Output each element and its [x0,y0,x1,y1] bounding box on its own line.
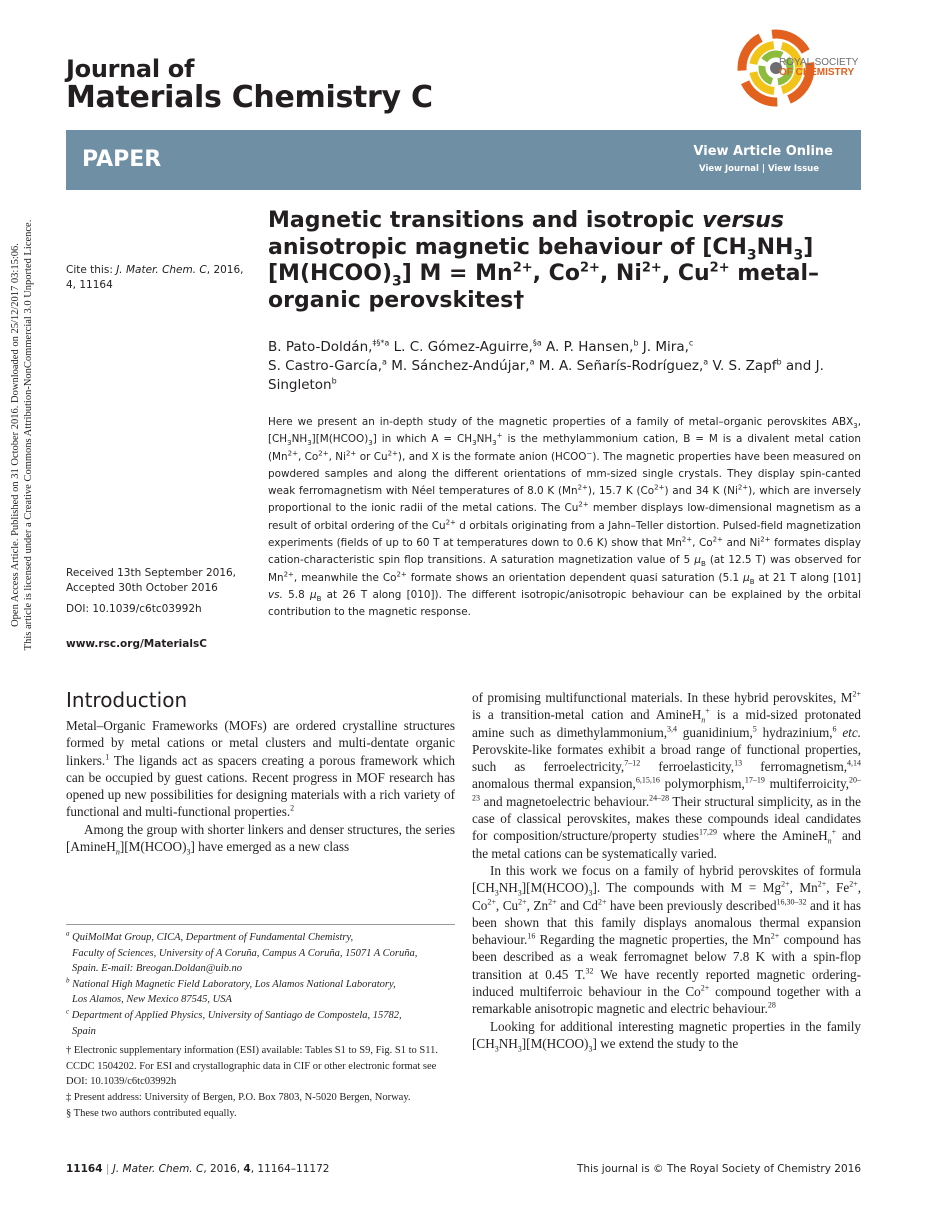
title-italic: versus [702,208,785,233]
citation-ref[interactable]: 32 [585,966,594,976]
body-text: hydrazinium, [756,724,833,740]
title-superscript: 2+ [512,260,533,276]
footer-volume: 4 [243,1163,251,1175]
body-text: In this work we focus on a family of hybrid perovskites of formula [CH [472,862,861,896]
body-text: NH [498,1035,518,1051]
paragraph [472,1018,861,1053]
abstract-text: or Cu [356,450,388,463]
abstract-superscript: 2+ [681,535,693,544]
rsc-logo[interactable] [736,28,866,108]
body-text: Metal–Organic Frameworks (MOFs) are ordered crystalline structures formed by metal cations or metal clusters and multi-dentate organic linkers. [66,718,455,768]
section-heading-introduction: Introduction [66,688,188,712]
affiliation-b-line2: Los Alamos, New Mexico 87545, USA [72,994,232,1006]
body-text: where the AmineH [717,828,828,844]
title-superscript: 2+ [641,260,662,276]
title-text: Magnetic transitions and isotropic [268,208,703,233]
author-name[interactable]: M. A. Señarís-Rodríguez, [534,358,704,374]
esi-note[interactable]: † Electronic supplementary information (ESI) available: Tables S1 to S9, Fig. S1 to S11. CCDC 1504202. For ESI and crystallographic data in CIF or other electronic format see DOI: 10.1039/c6tc03992h [66,1045,438,1088]
open-access-sidebar [2,145,42,725]
body-text: ]. The compounds with M = Mg [592,880,782,896]
abstract-superscript: 2+ [396,570,407,579]
abstract-text: and Ni [722,537,761,550]
abstract-italic: μ [743,571,750,584]
abstract-subscript: 3 [853,422,858,431]
body-left-column [66,717,455,855]
author-affiliation-mark[interactable]: a [703,357,709,367]
body-subscript: 3 [494,1044,499,1054]
body-italic: etc. [842,724,861,740]
citation-ref[interactable]: 6 [832,724,837,734]
abstract-text: NH [291,433,308,446]
body-text: and it has been shown that this family displays anomalous thermal expansion behaviour. [472,897,861,948]
title-text: NH [756,234,794,260]
body-superscript: 2+ [770,931,780,941]
citation-ref[interactable]: 28 [767,1000,776,1010]
title-superscript: 2+ [579,260,600,276]
cite-rest: , 2016, 4, 11164 [66,264,244,291]
footer-journal: J. Mater. Chem. C [112,1163,204,1175]
article-type-label: PAPER [82,147,162,172]
citation-ref[interactable]: 16 [527,931,536,941]
equal-contribution-note: § These two authors contributed equally. [66,1107,237,1119]
footer-separator: | [105,1163,110,1175]
author-name[interactable]: L. C. Gómez-Aguirre, [389,339,533,355]
rsc-logo-line1: ROYAL SOCIETY [779,57,859,68]
abstract-text: , meanwhile the Co [293,571,397,584]
view-article-online-link[interactable]: View Article Online [693,144,833,159]
abstract-text: Here we present an in-depth study of the magnetic properties of a family of metal–organic perovskites ABX [268,416,854,428]
abstract-superscript: + [496,431,503,440]
author-name[interactable]: M. Sánchez-Andújar, [386,358,530,374]
abstract-italic: μ [309,588,317,601]
title-subscript: 3 [746,246,757,263]
abstract-text: ), and X is the formate anion (HCOO [397,450,587,463]
abstract-subscript: 3 [472,439,477,448]
citation-ref[interactable]: 1 [105,752,110,762]
abstract-superscript: 2+ [283,570,294,579]
abstract-subscript: B [749,577,755,586]
author-name[interactable]: and J. Singleton [268,358,824,393]
body-text: and magnetoelectric behaviour. [480,793,650,809]
author-affiliation-mark[interactable]: b [776,357,782,367]
citation-ref[interactable]: 13 [734,758,743,768]
abstract-italic: μ [694,554,701,567]
title-superscript: 2+ [709,260,730,276]
abstract-superscript: 2+ [712,535,723,544]
body-text: and Cd [556,897,599,913]
licence-notice [9,220,35,651]
article-title [268,208,868,314]
author-affiliation-mark[interactable]: ‡§*a [372,338,390,348]
abstract-text: is the methylammonium cation, B = M is a divalent metal cation (Mn [268,433,861,463]
present-address-note: ‡ Present address: University of Bergen, P.O. Box 7803, N-5020 Bergen, Norway. [66,1091,411,1103]
abstract-subscript: 3 [368,439,373,448]
body-text: compound has been described as a weak ferromagnet below 7.8 K with a spin-flop transition at 0.45 T. [472,932,861,982]
body-superscript: + [831,827,837,837]
abstract-subscript: 3 [492,439,497,448]
abstract-superscript: 2+ [737,483,749,492]
citation-ref[interactable]: 4,14 [847,758,861,768]
body-subscript: 3 [517,1044,522,1054]
affiliation-text: QuiMolMat Group, CICA, Department of Fundamental Chemistry, [72,932,354,943]
footer-pages: , 11164–11172 [250,1163,330,1175]
abstract-subscript: B [316,595,322,604]
affiliation-a-line3[interactable]: Spain. E-mail: Breogan.Doldan@uib.no [72,963,242,975]
journal-title[interactable] [66,56,433,114]
citation-ref[interactable]: 5 [752,724,757,734]
abstract-superscript: 2+ [654,483,665,492]
affiliation-c [66,1008,458,1024]
body-text: Their structural simplicity, as in the case of classical perovskites, makes these compounds ideal candidates for composition/structure/property studies [472,793,861,844]
body-text: ] have emerged as a new class [190,839,350,855]
citation-ref[interactable]: 6,15,16 [635,776,660,786]
rsc-logo-line2: OF CHEMISTRY [779,67,855,78]
article-type-banner [66,130,861,190]
licence-line[interactable]: This article is licensed under a Creative Commons Attribution-NonCommercial 3.0 Unported Licence. [23,219,34,651]
body-text: of promising multifunctional materials. In these hybrid perovskites, M [472,690,853,705]
title-text: , Co [532,261,580,286]
body-subscript: 3 [588,1044,593,1054]
affiliation-mark: b [66,976,70,985]
paragraph [472,862,861,1018]
abstract-text: at 26 T along [010]). The different isotropic/anisotropic behaviour can be explained by the orbital contribution to the magnetic response. [268,588,861,619]
citation-ref[interactable]: 7–12 [624,758,641,768]
author-affiliation-mark[interactable]: c [688,338,694,348]
affiliation-text: National High Magnetic Field Laboratory, Los Alamos National Laboratory, [72,978,396,990]
abstract-superscript: 2+ [445,518,456,527]
title-text: anisotropic magnetic behaviour of [CH [268,234,747,260]
body-text: , Zn [526,897,549,913]
body-text: , Mn [789,880,818,896]
citation-ref[interactable]: 3,4 [667,724,678,734]
abstract-superscript: 2+ [577,483,588,492]
body-text: The ligands act as spacers creating a porous framework which can be occupied by guest cations. Recent progress in MOF research has opened up new possibilities for designing materials with a rich variety of functional and multi-functional properties. [66,752,455,820]
title-text: , Ni [599,261,642,286]
author-name[interactable]: A. P. Hansen, [541,339,634,355]
author-affiliation-mark[interactable]: a [382,357,387,367]
author-affiliation-mark[interactable]: a [529,357,535,367]
abstract-text: NH [476,433,493,446]
view-issue-link[interactable]: View Issue [767,164,819,174]
affiliation-mark: a [66,929,70,938]
body-italic: n [115,847,120,857]
body-superscript: 2+ [700,983,710,993]
author-affiliation-mark[interactable]: b [331,376,337,386]
affiliation-b [66,977,458,993]
abstract-text: member displays low-dimensional magnetism as a result of orbital ordering of the Cu [268,502,861,532]
affiliation-a-line2: Faculty of Sciences, University of A Coruña, Campus A Coruña, 15071 A Coruña, [72,947,418,959]
abstract-text: ] in which A = CH [372,433,473,446]
author-name[interactable]: J. Mira, [638,339,689,355]
body-subscript: 3 [588,888,593,898]
abstract-text: , Ni [328,450,346,463]
body-superscript: 2+ [849,879,858,889]
abstract-superscript: 2+ [345,449,357,458]
journal-title-line2: Materials Chemistry C [66,80,433,115]
abstract-subscript: 3 [307,439,312,448]
abstract-text: , Co [297,450,319,463]
citation-ref[interactable]: 2 [290,804,295,814]
body-subscript: 3 [517,888,522,898]
citation-ref[interactable]: 16,30–32 [776,897,807,907]
body-text: ][M(HCOO) [521,1035,589,1051]
abstract-superscript: 2+ [760,535,771,544]
body-superscript: 2+ [852,689,861,699]
body-text: Looking for additional interesting magnetic properties in the family [CH [472,1018,861,1051]
author-name[interactable]: B. Pato-Doldán, [268,339,373,355]
body-text: , Fe [826,880,850,896]
abstract-text: ) and 34 K (Ni [664,485,738,498]
footnotes [66,930,458,1121]
affiliation-c-line2: Spain [72,1025,96,1037]
abstract-superscript: 2+ [287,449,298,458]
title-text: ][M(HCOO) [268,234,814,286]
received-dates [66,566,251,596]
affiliation-a [66,930,458,946]
abstract-subscript: 3 [287,439,292,448]
title-text: metal–organic perovskites† [268,261,820,313]
body-text: , Co [472,880,862,913]
citation-ref[interactable]: 24–28 [649,793,670,803]
body-text: and the metal cations can be systematically varied. [472,828,861,861]
body-text: is a mid-sized protonated amine such as dimethylammonium, [472,707,861,740]
abstract-text: ][M(HCOO) [311,433,369,446]
citation-ref[interactable]: 17,29 [699,827,718,837]
author-affiliation-mark[interactable]: §a [532,338,542,348]
body-superscript: 2+ [817,879,827,889]
abstract-superscript: 2+ [387,449,398,458]
body-text: Regarding the magnetic properties, the Mn [535,932,771,948]
author-name[interactable]: V. S. Zapf [708,358,777,374]
body-text: have been previously described [606,897,777,913]
footer-year: , 2016, [203,1163,244,1175]
body-text: anomalous thermal expansion, [472,776,636,792]
body-superscript: 2+ [518,897,527,907]
affiliation-text: Department of Applied Physics, University of Santiago de Compostela, 15782, [71,1009,402,1021]
abstract-italic: vs. [268,588,283,601]
body-subscript: 3 [186,847,191,857]
cite-this [66,263,251,293]
abstract-text: ), which are inversely proportional to the ionic radii of the metal cations. The Cu [268,485,861,515]
body-superscript: 2+ [598,897,607,907]
abstract-text: (at 12.5 T) was observed for Mn [268,554,861,584]
abstract-text: ). The magnetic properties have been measured on powdered samples and along the different orientations of mm-sized single crystals. They display spin-canted weak ferromagnetism with Néel temperatures of 8.0 K (Mn [268,450,862,498]
abstract-text: , [CH [268,416,861,446]
body-text: guanidinium, [677,724,753,740]
body-superscript: 2+ [548,897,557,907]
body-right-column [472,689,861,1052]
body-text: polymorphism, [659,776,745,792]
abstract-superscript: 2+ [578,501,589,510]
abstract-text: d orbitals originating from a Jahn–Teller distortion. Pulsed-field magnetization experiments (fields of up to 60 T at temperatures down to 0.6 K) show that Mn [268,519,861,550]
page-number: 11164 [66,1163,103,1175]
title-subscript: 3 [793,246,804,263]
received-date: Received 13th September 2016, [66,567,237,579]
doi[interactable]: DOI: 10.1039/c6tc03992h [66,603,202,615]
body-text: is a transition-metal cation and AmineH [472,707,702,723]
author-affiliation-mark[interactable]: b [633,338,639,348]
abstract-text: formate shows an orientation dependent quasi saturation (5.1 [406,571,744,584]
view-journal-link[interactable]: View Journal [699,164,759,174]
footer-citation [66,1163,329,1175]
paragraph [472,689,861,862]
body-text: ][M(HCOO) [119,839,187,855]
citation-ref[interactable]: 17–19 [744,776,765,786]
title-text: ] M = Mn [401,261,513,286]
body-text: Perovskite-like formates exhibit a broad range of functional properties, such as ferroelectricity, [472,741,861,775]
affiliation-mark: c [66,1007,70,1016]
journal-website-link[interactable]: www.rsc.org/MaterialsC [66,638,207,650]
footnote-divider [66,924,455,925]
abstract [268,414,861,622]
body-superscript: 2+ [781,879,790,889]
accepted-date: Accepted 30th October 2016 [66,582,218,594]
author-name[interactable]: S. Castro-García, [268,358,383,374]
body-text: NH [498,880,518,896]
body-text: ] we extend the study to the [592,1035,739,1051]
author-list [268,338,863,395]
body-italic: n [701,715,706,725]
abstract-text: , Co [692,537,713,550]
body-text: , Cu [495,897,519,913]
title-text: , Cu [661,261,710,286]
body-text: compound together with a remarkable anisotropic magnetic and electric behaviour. [472,984,862,1017]
abstract-text: ), 15.7 K (Co [587,485,655,498]
body-text: We have recently reported magnetic ordering-induced multiferroic behaviour in the Co [472,966,862,1000]
body-superscript: 2+ [487,897,496,907]
paragraph [66,717,455,821]
journal-title-line1: Journal of [66,55,195,83]
body-text: Among the group with shorter linkers and denser structures, the series [AmineH [66,821,455,855]
cite-journal: J. Mater. Chem. C [116,264,207,276]
cite-prefix: Cite this: [66,264,117,276]
paragraph [66,821,455,856]
body-superscript: + [705,706,710,716]
title-subscript: 3 [392,273,402,290]
footer-copyright: This journal is © The Royal Society of Chemistry 2016 [577,1163,861,1175]
citation-ref[interactable]: 20–23 [472,776,862,803]
abstract-text: formates display cation-characteristic spin flop transitions. A saturation magnetization value of 5 [268,537,861,567]
view-links [699,164,819,174]
abstract-superscript: − [586,449,593,458]
rsc-logo-text [779,58,858,78]
view-links-divider: | [761,164,765,174]
abstract-text: at 21 T along [101] [754,571,862,584]
body-text: multiferroicity, [764,776,850,792]
abstract-subscript: B [700,560,706,569]
open-access-line: Open Access Article. Published on 31 October 2016. Downloaded on 25/12/2017 03:15:06. [10,243,21,627]
body-subscript: 3 [494,888,499,898]
abstract-superscript: 2+ [318,449,329,458]
body-text: ferromagnetism, [742,759,847,775]
abstract-text: 5.8 [282,588,310,601]
body-italic: n [827,837,832,847]
body-text: ][M(HCOO) [521,880,589,896]
body-text: ferroelasticity, [640,759,735,775]
